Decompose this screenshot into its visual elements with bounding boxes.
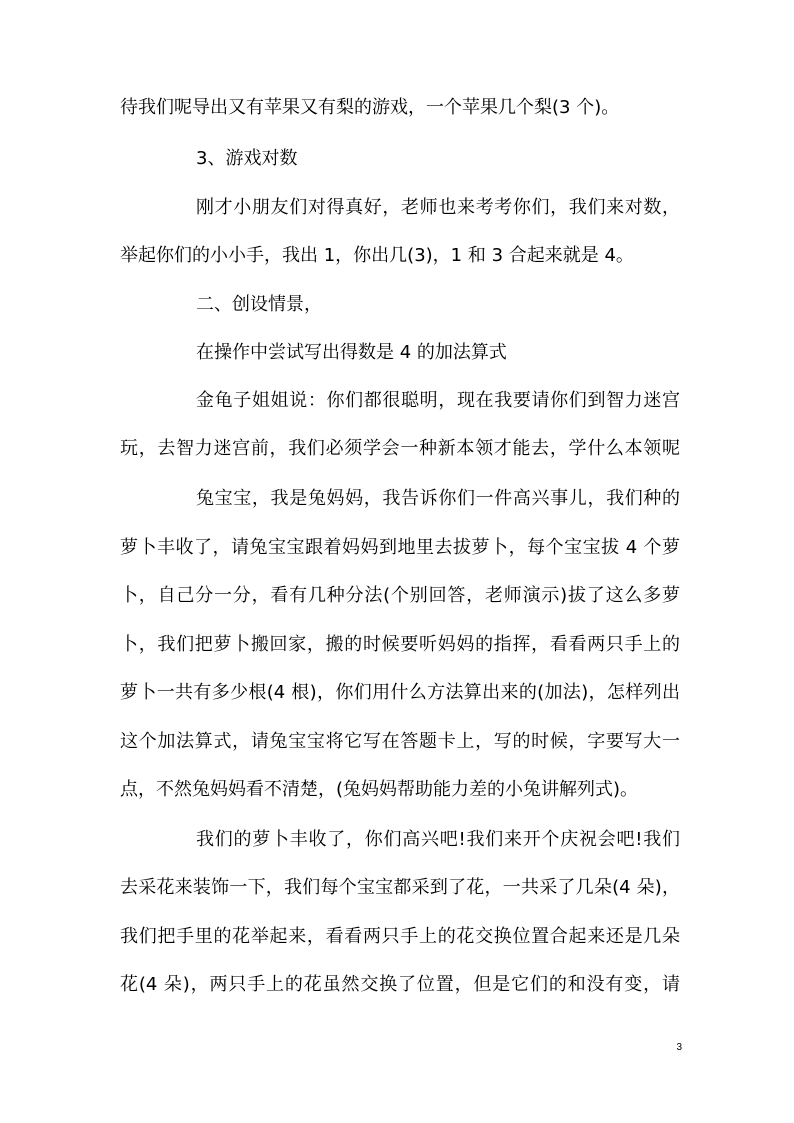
text-line: 待我们呢导出又有苹果又有梨的游戏，一个苹果几个梨(3 个)。 (120, 97, 620, 118)
text-line: 卜，我们把萝卜搬回家，搬的时候要听妈妈的指挥，看看两只手上的 (120, 634, 680, 655)
text-line: 去采花来装饰一下，我们每个宝宝都采到了花，一共采了几朵(4 朵)， (120, 877, 680, 898)
text-line: 举起你们的小小手，我出 1，你出几(3)，1 和 3 合起来就是 4。 (120, 245, 634, 266)
text-line: 点，不然兔妈妈看不清楚，(兔妈妈帮助能力差的小兔讲解列式)。 (120, 779, 639, 800)
text-line: 我们把手里的花举起来，看看两只手上的花交换位置合起来还是几朵 (120, 926, 680, 947)
page-number: 3 (676, 1042, 682, 1053)
text-line: 玩，去智力迷宫前，我们必须学会一种新本领才能去，学什么本领呢 (120, 438, 680, 459)
section-heading: 3、游戏对数 (196, 148, 298, 169)
text-line: 刚才小朋友们对得真好，老师也来考考你们，我们来对数， (196, 197, 680, 218)
text-line: 卜，自己分一分，看有几种分法(个别回答，老师演示)拔了这么多萝 (120, 585, 680, 606)
text-line: 萝卜丰收了，请兔宝宝跟着妈妈到地里去拔萝卜，每个宝宝拔 4 个萝 (120, 537, 680, 558)
text-line: 花(4 朵)，两只手上的花虽然交换了位置，但是它们的和没有变，请 (120, 974, 680, 995)
text-line: 萝卜一共有多少根(4 根)，你们用什么方法算出来的(加法)，怎样列出 (120, 682, 680, 703)
text-line: 我们的萝卜丰收了，你们高兴吧!我们来开个庆祝会吧!我们 (196, 829, 680, 850)
text-line: 这个加法算式，请兔宝宝将它写在答题卡上，写的时候，字要写大一 (120, 731, 680, 752)
section-heading: 二、创设情景， (196, 294, 322, 315)
text-line: 金龟子姐姐说：你们都很聪明，现在我要请你们到智力迷宫 (196, 390, 680, 411)
text-line: 兔宝宝，我是兔妈妈，我告诉你们一件高兴事儿，我们种的 (196, 488, 680, 509)
subheading: 在操作中尝试写出得数是 4 的加法算式 (196, 342, 507, 363)
